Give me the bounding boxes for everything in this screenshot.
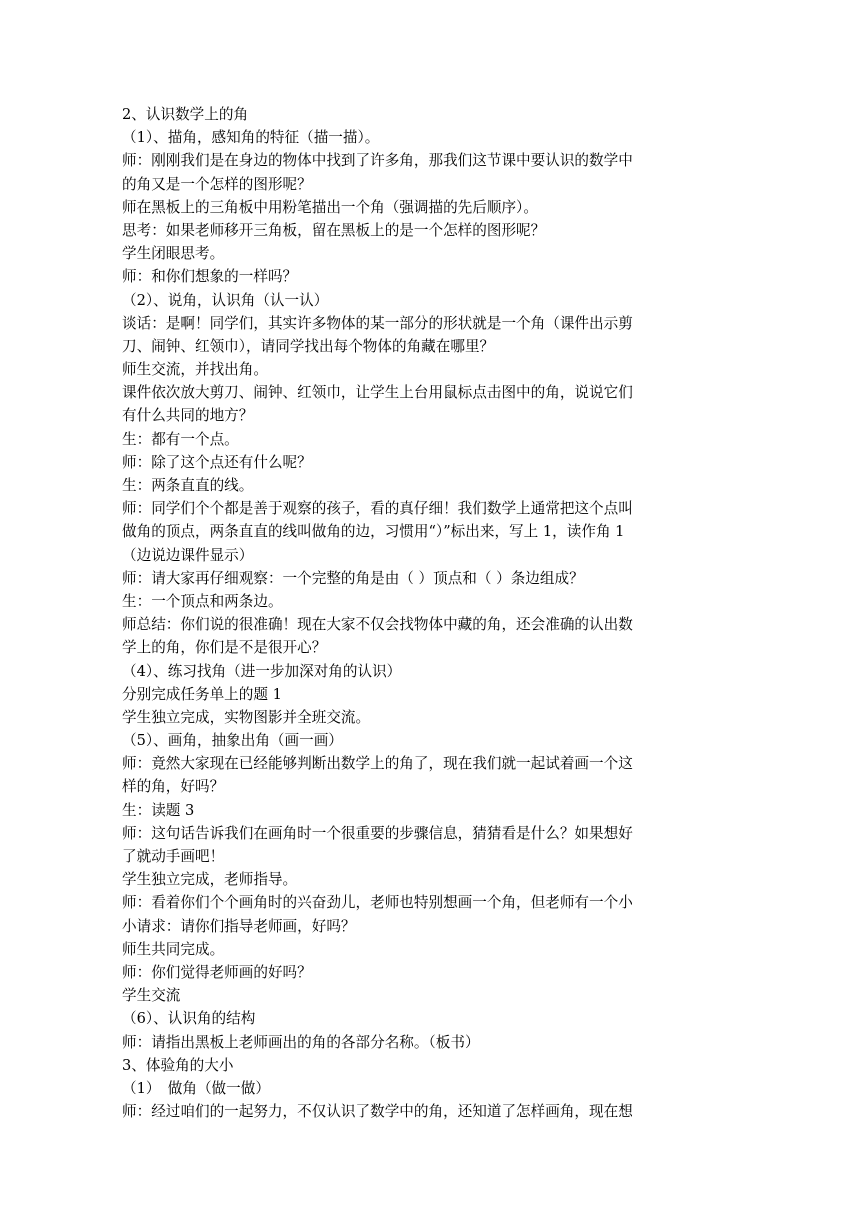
text-line: （边说边课件显示） bbox=[122, 546, 254, 564]
text-line: 学生独立完成，老师指导。 bbox=[122, 871, 298, 889]
text-line: 师：请大家再仔细观察：一个完整的角是由（ ）顶点和（ ）条边组成？ bbox=[122, 569, 584, 587]
subsection-heading: （2）、说角，认识角（认一认） bbox=[122, 291, 329, 309]
text-line: 课件依次放大剪刀、闹钟、红领巾，让学生上台用鼠标点击图中的角，说说它们 bbox=[122, 384, 633, 402]
section-heading: 2、认识数学上的角 bbox=[122, 106, 249, 123]
text-line: 生：一个顶点和两条边。 bbox=[122, 592, 283, 610]
subsection-heading: （1） 做角（做一做） bbox=[122, 1079, 270, 1097]
text-line: 谈话：是啊！同学们，其实许多物体的某一部分的形状就是一个角（课件出示剪 bbox=[122, 314, 633, 332]
text-line: 学上的角，你们是不是很开心？ bbox=[122, 639, 327, 657]
text-line: 师生共同完成。 bbox=[122, 940, 225, 958]
text-line: 师：同学们个个都是善于观察的孩子，看的真仔细！我们数学上通常把这个点叫 bbox=[122, 500, 633, 518]
text-line: 师：除了这个点还有什么呢？ bbox=[122, 453, 312, 471]
text-line: 的角又是一个怎样的图形呢？ bbox=[122, 175, 312, 193]
text-line: 样的角，好吗？ bbox=[122, 778, 225, 796]
text-line: 师：刚刚我们是在身边的物体中找到了许多角，那我们这节课中要认识的数学中 bbox=[122, 152, 633, 170]
text-line: 生：都有一个点。 bbox=[122, 430, 239, 448]
text-line: 师在黑板上的三角板中用粉笔描出一个角（强调描的先后顺序）。 bbox=[122, 198, 538, 216]
text-line: 了就动手画吧！ bbox=[122, 848, 225, 865]
text-line: 师：经过咱们的一起努力，不仅认识了数学中的角，还知道了怎样画角，现在想 bbox=[122, 1103, 633, 1121]
subsection-heading: （6）、认识角的结构 bbox=[122, 1010, 256, 1028]
text-line: 师：请指出黑板上老师画出的角的各部分名称。（板书） bbox=[122, 1033, 480, 1051]
text-line: 师：你们觉得老师画的好吗？ bbox=[122, 963, 312, 981]
subsection-heading: （1）、描角，感知角的特征（描一描）。 bbox=[122, 129, 380, 147]
section-heading: 3、体验角的大小 bbox=[122, 1056, 234, 1074]
text-line: 师：看着你们个个画角时的兴奋劲儿，老师也特别想画一个角，但老师有一个小 bbox=[122, 894, 633, 912]
text-line: 思考：如果老师移开三角板，留在黑板上的是一个怎样的图形呢？ bbox=[122, 221, 546, 239]
subsection-heading: （4）、练习找角（进一步加深对角的认识） bbox=[122, 662, 402, 680]
text-line: 分别完成任务单上的题 1 bbox=[122, 685, 282, 703]
subsection-heading: （5）、画角，抽象出角（画一画） bbox=[122, 732, 343, 750]
text-line: 师：这句话告诉我们在画角时一个很重要的步骤信息，猜猜看是什么？如果想好 bbox=[122, 824, 633, 842]
text-line: 学生闭眼思考。 bbox=[122, 245, 225, 263]
text-line: 小请求：请你们指导老师画，好吗？ bbox=[122, 917, 356, 935]
text-line: 学生独立完成，实物图影并全班交流。 bbox=[122, 708, 371, 726]
text-line: 生：两条直直的线。 bbox=[122, 477, 254, 494]
text-line: 学生交流 bbox=[122, 987, 181, 1005]
text-line: 做角的顶点，两条直直的线叫做角的边，习惯用“）”标出来，写上 1，读作角 1 bbox=[122, 523, 625, 541]
text-line: 师总结：你们说的很准确！现在大家不仅会找物体中藏的角，还会准确的认出数 bbox=[122, 616, 633, 634]
document-body bbox=[122, 103, 742, 1123]
text-line: 师：和你们想象的一样吗？ bbox=[122, 268, 298, 286]
text-line: 刀、闹钟、红领巾），请同学找出每个物体的角藏在哪里？ bbox=[122, 337, 495, 355]
text-line: 生：读题 3 bbox=[122, 801, 195, 819]
text-line: 有什么共同的地方？ bbox=[122, 407, 254, 425]
text-line: 师：竟然大家现在已经能够判断出数学上的角了，现在我们就一起试着画一个这 bbox=[122, 755, 633, 773]
text-line: 师生交流，并找出角。 bbox=[122, 361, 268, 379]
